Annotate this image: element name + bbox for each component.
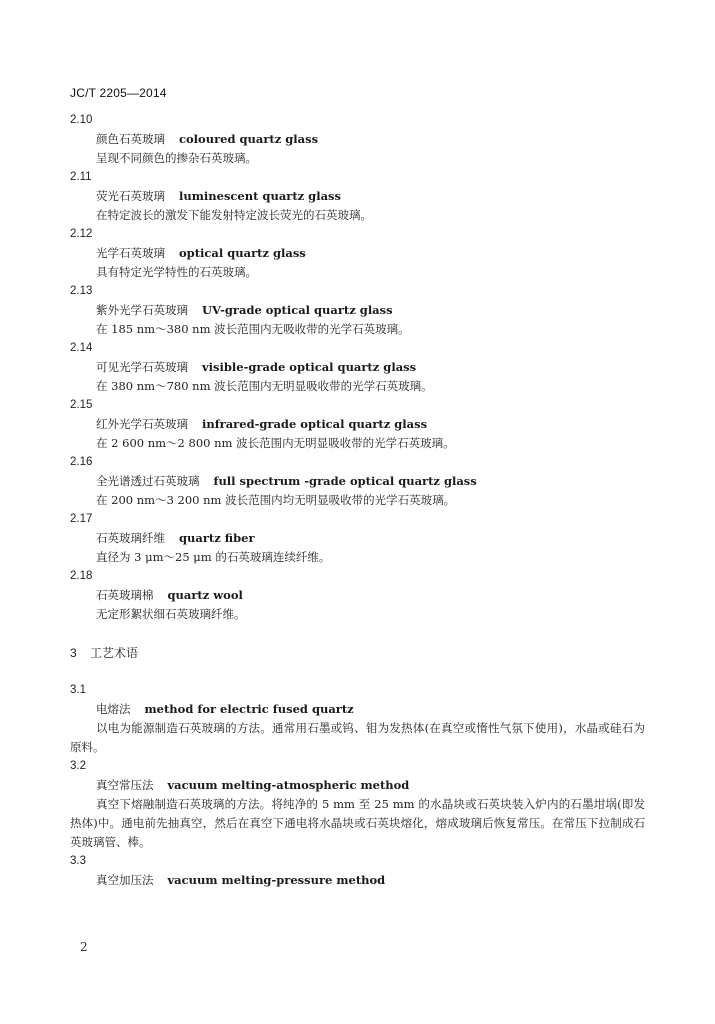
term-entry [70, 757, 645, 852]
section-heading [70, 644, 645, 663]
term-number: 2.12 [70, 228, 93, 240]
term-title [96, 529, 645, 548]
term-definition: 在 2 600 nm～2 800 nm 波长范围内无明显吸收带的光学石英玻璃。 [96, 436, 455, 450]
term-definition: 呈现不同颜色的掺杂石英玻璃。 [96, 151, 257, 165]
term-title-zh: 红外光学石英玻璃 [96, 417, 188, 431]
term-title-zh: 紫外光学石英玻璃 [96, 303, 188, 317]
page-number: 2 [80, 940, 88, 954]
term-entry [70, 453, 645, 510]
term-entry [70, 225, 645, 282]
term-title-zh: 光学石英玻璃 [96, 246, 165, 260]
term-number: 3.2 [70, 760, 86, 772]
section-number: 3 [70, 646, 77, 660]
term-number: 2.18 [70, 570, 93, 582]
term-number: 2.13 [70, 285, 93, 297]
term-title [96, 776, 645, 795]
term-title-zh: 石英玻璃棉 [96, 588, 154, 602]
term-title [96, 415, 645, 434]
term-title-zh: 全光谱透过石英玻璃 [96, 474, 200, 488]
term-definition: 在 185 nm～380 nm 波长范围内无吸收带的光学石英玻璃。 [96, 322, 410, 336]
term-title [96, 301, 645, 320]
term-title-en: method for electric fused quartz [144, 702, 354, 716]
term-entry [70, 339, 645, 396]
term-definition: 直径为 3 μm～25 μm 的石英玻璃连续纤维。 [96, 550, 331, 564]
term-title [96, 187, 645, 206]
term-entry [70, 396, 645, 453]
term-title [96, 358, 645, 377]
term-title-en: UV-grade optical quartz glass [202, 303, 393, 317]
term-title [96, 586, 645, 605]
term-definition: 无定形絮状细石英玻璃纤维。 [96, 607, 246, 621]
term-number: 2.14 [70, 342, 93, 354]
standard-code-header: JC/T 2205—2014 [70, 86, 167, 100]
term-entry [70, 852, 645, 890]
term-title-en: quartz wool [167, 588, 243, 602]
term-title-zh: 真空常压法 [96, 778, 154, 792]
term-definition: 在特定波长的激发下能发射特定波长荧光的石英玻璃。 [96, 208, 372, 222]
term-title-en: luminescent quartz glass [179, 189, 341, 203]
term-title-en: visible-grade optical quartz glass [202, 360, 417, 374]
section-title: 工艺术语 [90, 646, 139, 660]
term-title-en: infrared-grade optical quartz glass [202, 417, 428, 431]
term-title [96, 244, 645, 263]
term-title-en: quartz fiber [179, 531, 255, 545]
term-entry [70, 282, 645, 339]
term-entry [70, 111, 645, 168]
document-body [70, 111, 645, 890]
term-title-en: full spectrum -grade optical quartz glass [213, 474, 477, 488]
term-title-en: coloured quartz glass [179, 132, 319, 146]
term-definition: 在 380 nm～780 nm 波长范围内无明显吸收带的光学石英玻璃。 [96, 379, 433, 393]
term-title-zh: 石英玻璃纤维 [96, 531, 165, 545]
term-title [96, 700, 645, 719]
term-title-zh: 电熔法 [96, 702, 131, 716]
term-title [96, 130, 645, 149]
term-number: 2.15 [70, 399, 93, 411]
term-definition: 在 200 nm～3 200 nm 波长范围内均无明显吸收带的光学石英玻璃。 [96, 493, 456, 507]
term-number: 2.10 [70, 114, 93, 126]
term-definition: 以电为能源制造石英玻璃的方法。通常用石墨或钨、钼为发热体(在真空或惰性气氛下使用)，水晶或硅石为原料。 [70, 721, 645, 754]
term-title [96, 472, 645, 491]
term-number: 2.11 [70, 171, 92, 183]
term-title-zh: 颜色石英玻璃 [96, 132, 165, 146]
term-number: 3.1 [70, 684, 86, 696]
term-title-en: optical quartz glass [179, 246, 306, 260]
term-title-en: vacuum melting-atmospheric method [167, 778, 410, 792]
term-entry [70, 510, 645, 567]
term-title-zh: 真空加压法 [96, 873, 154, 887]
term-number: 2.17 [70, 513, 93, 525]
term-entry [70, 168, 645, 225]
term-title-zh: 可见光学石英玻璃 [96, 360, 188, 374]
term-entry [70, 681, 645, 757]
term-entry [70, 567, 645, 624]
term-title [96, 871, 645, 890]
term-definition: 具有特定光学特性的石英玻璃。 [96, 265, 257, 279]
term-title-zh: 荧光石英玻璃 [96, 189, 165, 203]
term-number: 2.16 [70, 456, 93, 468]
term-title-en: vacuum melting-pressure method [167, 873, 386, 887]
term-definition: 真空下熔融制造石英玻璃的方法。将纯净的 5 mm 至 25 mm 的水晶块或石英块装入炉内的石墨坩埚(即发热体)中。通电前先抽真空，然后在真空下通电将水晶块或石英块熔化，熔成玻璃后恢复常压。在常压下拉制成石英玻璃管、棒。 [70, 797, 645, 849]
term-number: 3.3 [70, 855, 86, 867]
